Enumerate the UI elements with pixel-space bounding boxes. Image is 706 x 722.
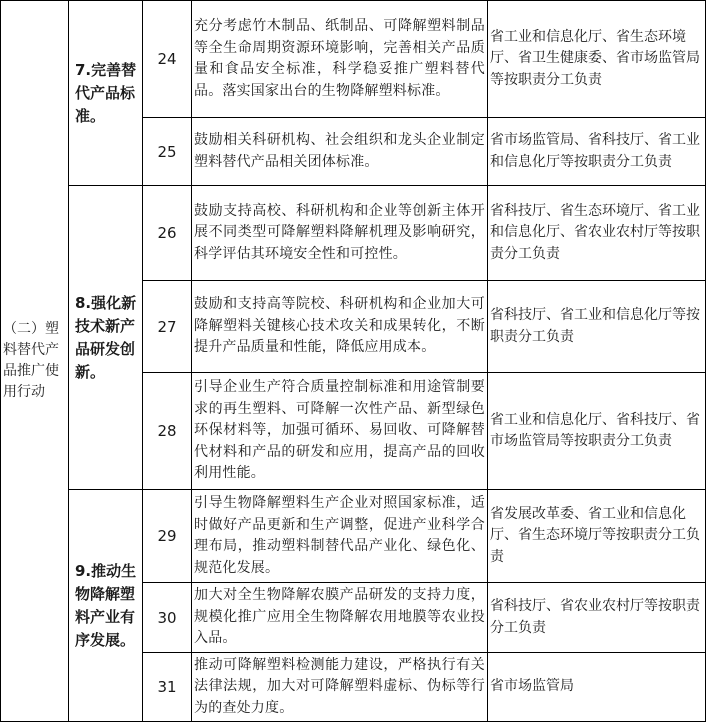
group-title-cell xyxy=(69,1,143,186)
item-department: 省工业和信息化厅、省生态环境厅、省卫生健康委、省市场监管局等按职责分工负责 xyxy=(488,1,706,118)
item-number: 31 xyxy=(143,653,192,722)
section-title: （二）塑料替代产品推广使用行动 xyxy=(3,321,59,400)
item-department: 省工业和信息化厅、省科技厅、省市场监管局等按职责分工负责 xyxy=(488,373,706,490)
item-content: 引导企业生产符合质量控制标准和用途管制要求的再生塑料、可降解一次性产品、新型绿色环保材料等，加强可循环、易回收、可降解替代材料和产品的研发和应用，提高产品的回收利用性能。 xyxy=(192,373,488,490)
group-title: 9.推动生物降解塑料产业有序发展。 xyxy=(75,561,137,649)
item-number: 24 xyxy=(143,1,192,118)
item-content: 鼓励和支持高等院校、科研机构和企业加大可降解塑料关键核心技术攻关和成果转化，不断提升产品质量和性能，降低应用成本。 xyxy=(192,281,488,373)
item-content: 推动可降解塑料检测能力建设，严格执行有关法律法规，加大对可降解塑料虚标、伪标等行为的查处力度。 xyxy=(192,653,488,722)
item-number: 25 xyxy=(143,118,192,186)
item-number: 27 xyxy=(143,281,192,373)
item-content: 鼓励支持高校、科研机构和企业等创新主体开展不同类型可降解塑料降解机理及影响研究，科学评估其环境安全性和可控性。 xyxy=(192,186,488,281)
item-department: 省科技厅、省工业和信息化厅等按职责分工负责 xyxy=(488,281,706,373)
item-number: 30 xyxy=(143,583,192,653)
item-department: 省科技厅、省农业农村厅等按职责分工负责 xyxy=(488,583,706,653)
section-title-cell xyxy=(1,1,69,722)
item-department: 省科技厅、省生态环境厅、省工业和信息化厅、省农业农村厅等按职责分工负责 xyxy=(488,186,706,281)
item-content: 引导生物降解塑料生产企业对照国家标准，适时做好产品更新和生产调整，促进产业科学合理布局，推动塑料制替代品产业化、绿色化、规范化发展。 xyxy=(192,490,488,583)
item-department: 省发展改革委、省工业和信息化厅、省生态环境厅等按职责分工负责 xyxy=(488,490,706,583)
item-number: 29 xyxy=(143,490,192,583)
item-number: 26 xyxy=(143,186,192,281)
group-title: 8.强化新技术新产品研发创新。 xyxy=(75,293,137,381)
item-department: 省市场监管局 xyxy=(488,653,706,722)
table-row xyxy=(1,490,706,583)
item-content: 充分考虑竹木制品、纸制品、可降解塑料制品等全生命周期资源环境影响，完善相关产品质量和食品安全标准，科学稳妥推广塑料替代品。落实国家出台的生物降解塑料标准。 xyxy=(192,1,488,118)
group-title-cell xyxy=(69,490,143,722)
item-department: 省市场监管局、省科技厅、省工业和信息化厅等按职责分工负责 xyxy=(488,118,706,186)
group-title: 7.完善替代产品标准。 xyxy=(75,60,137,125)
group-title-cell xyxy=(69,186,143,490)
item-content: 鼓励相关科研机构、社会组织和龙头企业制定塑料替代产品相关团体标准。 xyxy=(192,118,488,186)
table-row xyxy=(1,1,706,118)
item-content: 加大对全生物降解农膜产品研发的支持力度，规模化推广应用全生物降解农用地膜等农业投入品。 xyxy=(192,583,488,653)
table-row xyxy=(1,186,706,281)
item-number: 28 xyxy=(143,373,192,490)
